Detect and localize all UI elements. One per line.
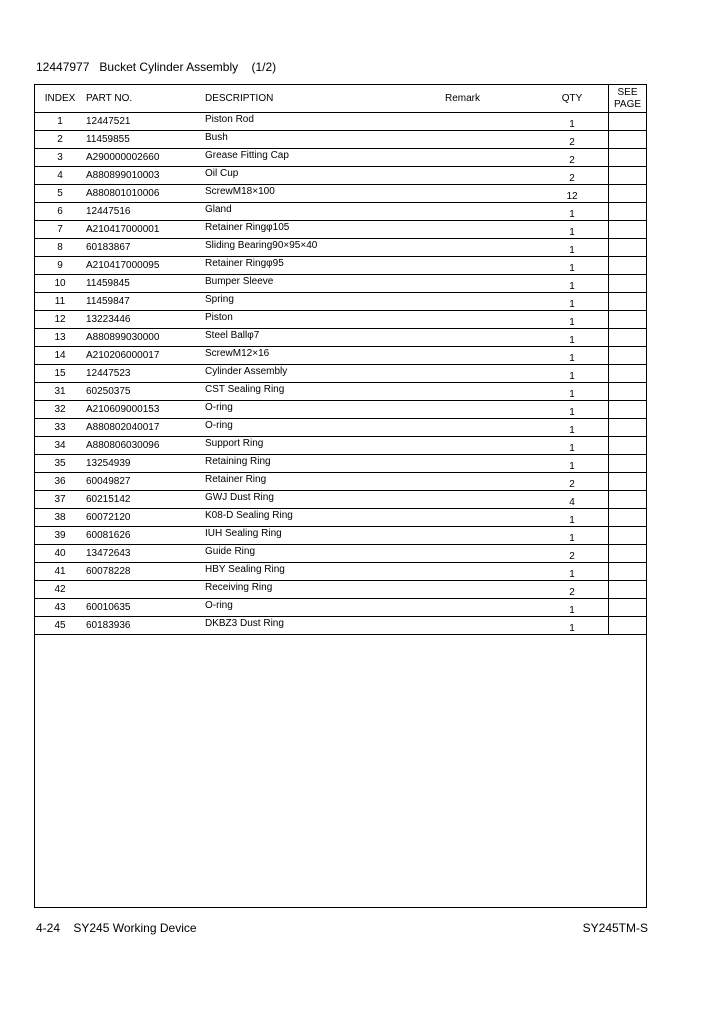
cell-remark bbox=[445, 131, 536, 149]
cell-part-no: 12447516 bbox=[85, 203, 204, 221]
cell-part-no: A880806030096 bbox=[85, 437, 204, 455]
cell-description: HBY Sealing Ring bbox=[204, 563, 445, 581]
cell-see-page bbox=[609, 347, 647, 365]
see-page-line1: SEE bbox=[617, 86, 638, 98]
table-row bbox=[35, 401, 646, 419]
cell-see-page bbox=[609, 599, 647, 617]
cell-see-page bbox=[609, 383, 647, 401]
table-row bbox=[35, 473, 646, 491]
table-row bbox=[35, 149, 646, 167]
page-number: 4-24 bbox=[36, 921, 61, 935]
cell-part-no: A210206000017 bbox=[85, 347, 204, 365]
cell-part-no: 60183867 bbox=[85, 239, 204, 257]
cell-qty: 1 bbox=[536, 203, 609, 221]
cell-index: 31 bbox=[35, 383, 85, 401]
cell-qty: 1 bbox=[536, 347, 609, 365]
cell-qty: 1 bbox=[536, 257, 609, 275]
cell-see-page bbox=[609, 401, 647, 419]
cell-see-page bbox=[609, 131, 647, 149]
cell-part-no: 60081626 bbox=[85, 527, 204, 545]
cell-see-page bbox=[609, 293, 647, 311]
cell-qty: 1 bbox=[536, 401, 609, 419]
cell-remark bbox=[445, 581, 536, 599]
cell-qty: 1 bbox=[536, 419, 609, 437]
cell-see-page bbox=[609, 455, 647, 473]
table-row bbox=[35, 167, 646, 185]
cell-index: 11 bbox=[35, 293, 85, 311]
cell-remark bbox=[445, 527, 536, 545]
cell-remark bbox=[445, 473, 536, 491]
cell-remark bbox=[445, 203, 536, 221]
cell-index: 4 bbox=[35, 167, 85, 185]
page-header bbox=[36, 60, 276, 74]
table-row bbox=[35, 437, 646, 455]
cell-description: ScrewM12×16 bbox=[204, 347, 445, 365]
cell-part-no: A880899010003 bbox=[85, 167, 204, 185]
cell-index: 8 bbox=[35, 239, 85, 257]
cell-description: Retainer Ring bbox=[204, 473, 445, 491]
cell-part-no: 60049827 bbox=[85, 473, 204, 491]
cell-remark bbox=[445, 221, 536, 239]
cell-see-page bbox=[609, 581, 647, 599]
cell-index: 41 bbox=[35, 563, 85, 581]
cell-see-page bbox=[609, 167, 647, 185]
cell-part-no: 60215142 bbox=[85, 491, 204, 509]
cell-part-no: 12447523 bbox=[85, 365, 204, 383]
cell-qty: 2 bbox=[536, 473, 609, 491]
cell-remark bbox=[445, 365, 536, 383]
col-header-see-page bbox=[609, 85, 647, 113]
cell-remark bbox=[445, 185, 536, 203]
cell-description: O-ring bbox=[204, 401, 445, 419]
cell-index: 10 bbox=[35, 275, 85, 293]
cell-index: 35 bbox=[35, 455, 85, 473]
cell-remark bbox=[445, 599, 536, 617]
table-row bbox=[35, 365, 646, 383]
cell-description: Piston bbox=[204, 311, 445, 329]
cell-index: 33 bbox=[35, 419, 85, 437]
cell-remark bbox=[445, 401, 536, 419]
cell-qty: 1 bbox=[536, 563, 609, 581]
cell-part-no: 60183936 bbox=[85, 617, 204, 635]
cell-remark bbox=[445, 545, 536, 563]
cell-part-no: A880801010006 bbox=[85, 185, 204, 203]
cell-index: 45 bbox=[35, 617, 85, 635]
table-row bbox=[35, 383, 646, 401]
table-row bbox=[35, 311, 646, 329]
cell-description: O-ring bbox=[204, 419, 445, 437]
cell-part-no: 13223446 bbox=[85, 311, 204, 329]
table-row bbox=[35, 275, 646, 293]
cell-qty: 1 bbox=[536, 311, 609, 329]
cell-part-no: 60010635 bbox=[85, 599, 204, 617]
cell-remark bbox=[445, 509, 536, 527]
table-row bbox=[35, 221, 646, 239]
cell-see-page bbox=[609, 473, 647, 491]
table-row bbox=[35, 419, 646, 437]
cell-qty: 2 bbox=[536, 131, 609, 149]
cell-description: O-ring bbox=[204, 599, 445, 617]
cell-qty: 2 bbox=[536, 581, 609, 599]
cell-part-no: A880899030000 bbox=[85, 329, 204, 347]
table-header-row bbox=[35, 85, 646, 113]
cell-remark bbox=[445, 437, 536, 455]
cell-see-page bbox=[609, 185, 647, 203]
cell-description: Sliding Bearing90×95×40 bbox=[204, 239, 445, 257]
cell-qty: 1 bbox=[536, 509, 609, 527]
cell-remark bbox=[445, 329, 536, 347]
page-footer-left bbox=[36, 921, 197, 935]
cell-qty: 1 bbox=[536, 113, 609, 131]
cell-qty: 1 bbox=[536, 329, 609, 347]
cell-qty: 1 bbox=[536, 221, 609, 239]
cell-description: Steel Ballφ7 bbox=[204, 329, 445, 347]
table-row bbox=[35, 491, 646, 509]
parts-table bbox=[35, 85, 646, 635]
cell-remark bbox=[445, 293, 536, 311]
cell-see-page bbox=[609, 329, 647, 347]
cell-part-no: 60078228 bbox=[85, 563, 204, 581]
cell-index: 43 bbox=[35, 599, 85, 617]
cell-see-page bbox=[609, 365, 647, 383]
table-row bbox=[35, 509, 646, 527]
cell-description: Retainer Ringφ105 bbox=[204, 221, 445, 239]
cell-index: 42 bbox=[35, 581, 85, 599]
table-row bbox=[35, 599, 646, 617]
cell-qty: 12 bbox=[536, 185, 609, 203]
cell-see-page bbox=[609, 527, 647, 545]
cell-see-page bbox=[609, 113, 647, 131]
cell-qty: 1 bbox=[536, 383, 609, 401]
cell-index: 40 bbox=[35, 545, 85, 563]
cell-see-page bbox=[609, 419, 647, 437]
cell-qty: 2 bbox=[536, 149, 609, 167]
cell-part-no: 13254939 bbox=[85, 455, 204, 473]
cell-remark bbox=[445, 491, 536, 509]
cell-remark bbox=[445, 455, 536, 473]
cell-description: Bush bbox=[204, 131, 445, 149]
cell-see-page bbox=[609, 437, 647, 455]
col-header-index: INDEX bbox=[35, 85, 85, 113]
cell-remark bbox=[445, 275, 536, 293]
table-row bbox=[35, 113, 646, 131]
cell-remark bbox=[445, 347, 536, 365]
cell-part-no: 60072120 bbox=[85, 509, 204, 527]
table-row bbox=[35, 257, 646, 275]
cell-remark bbox=[445, 419, 536, 437]
cell-qty: 4 bbox=[536, 491, 609, 509]
cell-index: 37 bbox=[35, 491, 85, 509]
cell-index: 15 bbox=[35, 365, 85, 383]
cell-index: 32 bbox=[35, 401, 85, 419]
cell-see-page bbox=[609, 491, 647, 509]
cell-qty: 1 bbox=[536, 455, 609, 473]
cell-see-page bbox=[609, 563, 647, 581]
cell-part-no: 60250375 bbox=[85, 383, 204, 401]
cell-description: Support Ring bbox=[204, 437, 445, 455]
cell-see-page bbox=[609, 545, 647, 563]
cell-description: Cylinder Assembly bbox=[204, 365, 445, 383]
cell-qty: 1 bbox=[536, 293, 609, 311]
table-row bbox=[35, 617, 646, 635]
cell-description: Spring bbox=[204, 293, 445, 311]
table-row bbox=[35, 527, 646, 545]
cell-remark bbox=[445, 113, 536, 131]
cell-see-page bbox=[609, 239, 647, 257]
cell-part-no: A290000002660 bbox=[85, 149, 204, 167]
col-header-qty: QTY bbox=[536, 85, 609, 113]
cell-index: 9 bbox=[35, 257, 85, 275]
cell-index: 14 bbox=[35, 347, 85, 365]
col-header-description: DESCRIPTION bbox=[204, 85, 445, 113]
cell-see-page bbox=[609, 617, 647, 635]
cell-description: CST Sealing Ring bbox=[204, 383, 445, 401]
cell-remark bbox=[445, 257, 536, 275]
cell-qty: 1 bbox=[536, 617, 609, 635]
cell-description: Oil Cup bbox=[204, 167, 445, 185]
parts-table-body bbox=[35, 113, 646, 635]
cell-index: 1 bbox=[35, 113, 85, 131]
table-row bbox=[35, 563, 646, 581]
table-row bbox=[35, 185, 646, 203]
cell-index: 36 bbox=[35, 473, 85, 491]
cell-index: 38 bbox=[35, 509, 85, 527]
cell-part-no: 12447521 bbox=[85, 113, 204, 131]
table-row bbox=[35, 131, 646, 149]
cell-description: Retaining Ring bbox=[204, 455, 445, 473]
cell-see-page bbox=[609, 275, 647, 293]
cell-index: 3 bbox=[35, 149, 85, 167]
table-row bbox=[35, 293, 646, 311]
see-page-line2: PAGE bbox=[613, 98, 642, 110]
table-row bbox=[35, 329, 646, 347]
cell-index: 12 bbox=[35, 311, 85, 329]
cell-remark bbox=[445, 149, 536, 167]
cell-description: Receiving Ring bbox=[204, 581, 445, 599]
cell-description: Gland bbox=[204, 203, 445, 221]
cell-part-no: A210417000001 bbox=[85, 221, 204, 239]
cell-see-page bbox=[609, 257, 647, 275]
cell-index: 2 bbox=[35, 131, 85, 149]
cell-remark bbox=[445, 563, 536, 581]
cell-part-no: 13472643 bbox=[85, 545, 204, 563]
cell-description: Piston Rod bbox=[204, 113, 445, 131]
col-header-part-no: PART NO. bbox=[85, 85, 204, 113]
cell-remark bbox=[445, 167, 536, 185]
parts-list-frame bbox=[34, 84, 647, 908]
cell-qty: 1 bbox=[536, 527, 609, 545]
cell-description: K08-D Sealing Ring bbox=[204, 509, 445, 527]
cell-qty: 2 bbox=[536, 167, 609, 185]
cell-description: IUH Sealing Ring bbox=[204, 527, 445, 545]
doc-code: SY245TM-S bbox=[582, 921, 648, 935]
cell-description: GWJ Dust Ring bbox=[204, 491, 445, 509]
cell-index: 7 bbox=[35, 221, 85, 239]
table-row bbox=[35, 545, 646, 563]
cell-part-no: A880802040017 bbox=[85, 419, 204, 437]
table-row bbox=[35, 347, 646, 365]
cell-qty: 1 bbox=[536, 275, 609, 293]
cell-index: 39 bbox=[35, 527, 85, 545]
cell-description: Bumper Sleeve bbox=[204, 275, 445, 293]
cell-description: ScrewM18×100 bbox=[204, 185, 445, 203]
page-indicator: (1/2) bbox=[251, 60, 277, 74]
cell-see-page bbox=[609, 311, 647, 329]
cell-part-no: A210609000153 bbox=[85, 401, 204, 419]
cell-remark bbox=[445, 383, 536, 401]
cell-see-page bbox=[609, 203, 647, 221]
cell-part-no: 11459845 bbox=[85, 275, 204, 293]
cell-see-page bbox=[609, 149, 647, 167]
cell-description: DKBZ3 Dust Ring bbox=[204, 617, 445, 635]
cell-index: 5 bbox=[35, 185, 85, 203]
table-row bbox=[35, 455, 646, 473]
cell-description: Retainer Ringφ95 bbox=[204, 257, 445, 275]
cell-index: 13 bbox=[35, 329, 85, 347]
cell-index: 6 bbox=[35, 203, 85, 221]
cell-see-page bbox=[609, 221, 647, 239]
cell-qty: 2 bbox=[536, 545, 609, 563]
table-row bbox=[35, 239, 646, 257]
assembly-part-number: 12447977 bbox=[36, 60, 90, 74]
cell-qty: 1 bbox=[536, 599, 609, 617]
cell-remark bbox=[445, 617, 536, 635]
cell-part-no bbox=[85, 581, 204, 599]
cell-remark bbox=[445, 311, 536, 329]
cell-part-no: 11459855 bbox=[85, 131, 204, 149]
cell-description: Grease Fitting Cap bbox=[204, 149, 445, 167]
cell-see-page bbox=[609, 509, 647, 527]
cell-part-no: A210417000095 bbox=[85, 257, 204, 275]
cell-qty: 1 bbox=[536, 239, 609, 257]
cell-qty: 1 bbox=[536, 437, 609, 455]
cell-description: Guide Ring bbox=[204, 545, 445, 563]
cell-remark bbox=[445, 239, 536, 257]
cell-index: 34 bbox=[35, 437, 85, 455]
section-title: SY245 Working Device bbox=[73, 921, 197, 935]
assembly-title: Bucket Cylinder Assembly bbox=[99, 60, 239, 74]
col-header-remark: Remark bbox=[445, 85, 536, 113]
cell-part-no: 11459847 bbox=[85, 293, 204, 311]
cell-qty: 1 bbox=[536, 365, 609, 383]
table-row bbox=[35, 203, 646, 221]
table-row bbox=[35, 581, 646, 599]
